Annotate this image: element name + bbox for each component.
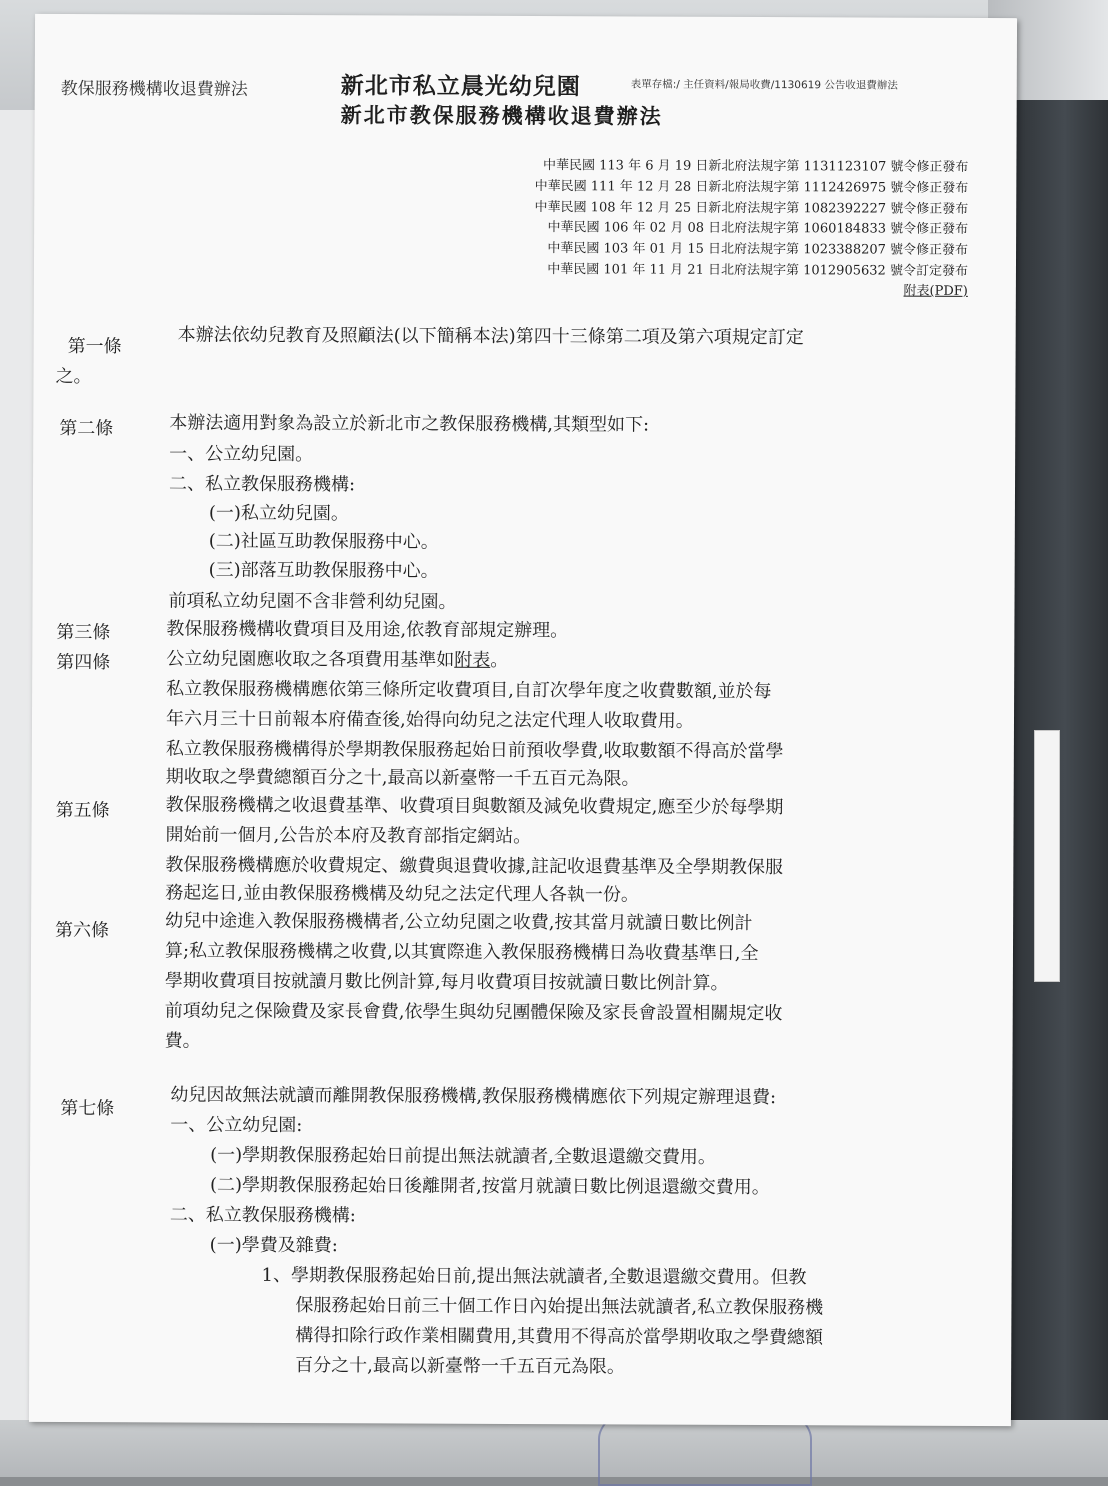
article-2-line: (三)部落互助教保服務中心。: [208, 559, 439, 582]
article-7-line: 百分之十,最高以新臺幣一千五百元為限。: [295, 1355, 625, 1378]
article-5-line: 開始前一個月,公告於本府及教育部指定網站。: [165, 824, 532, 848]
article-2-line: (二)社區互助教保服務中心。: [208, 530, 439, 553]
history-line: 中華民國 106 年 02 月 08 日北府法規字第 1060184833 號令修正發布: [547, 220, 969, 237]
article-4-label: 第四條: [56, 651, 111, 674]
article-5-line: 務起迄日,並由教保服務機構及幼兒之法定代理人各執一份。: [165, 882, 640, 906]
history-line: 中華民國 103 年 01 月 15 日北府法規字第 1023388207 號令修正發布: [547, 241, 969, 258]
article-3-line: 教保服務機構收費項目及用途,依教育部規定辦理。: [166, 618, 569, 642]
article-7-line: 幼兒因故無法就讀而離開教保服務機構,教保服務機構應依下列規定辦理退費:: [170, 1084, 777, 1109]
history-line: 中華民國 108 年 12 月 25 日新北府法規字第 1082392227 號令修正發布: [534, 200, 969, 217]
header-left-title: 教保服務機構收退費辦法: [60, 78, 248, 100]
article-2-line: 前項私立幼兒園不含非營利幼兒園。: [168, 590, 457, 613]
article-2-line: 本辦法適用對象為設立於新北市之教保服務機構,其類型如下:: [169, 412, 650, 436]
history-line: 中華民國 101 年 11 月 21 日北府法規字第 1012905632 號令訂定發布: [547, 262, 968, 279]
article-2-line: 一、公立幼兒園。: [169, 443, 314, 466]
article-7-line: (一)學期教保服務起始日前提出無法就讀者,全數退還繳交費用。: [210, 1144, 716, 1168]
article-2-label: 第二條: [59, 417, 114, 440]
article-6-line: 幼兒中途進入教保服務機構者,公立幼兒園之收費,按其當月就讀日數比例計: [165, 910, 753, 935]
document-page: [29, 14, 1017, 1426]
attachment-pdf-link[interactable]: 附表(PDF): [903, 283, 968, 299]
article-6-line: 費。: [164, 1030, 201, 1052]
article-4-text: 公立幼兒園應收取之各項費用基準如: [166, 648, 455, 671]
article-6-line: 前項幼兒之保險費及家長會費,依學生與幼兒團體保險及家長會設置相關規定收: [164, 1000, 783, 1025]
article-5-line: 教保服務機構之收退費基準、收費項目與數額及減免收費規定,應至少於每學期: [165, 794, 784, 819]
article-7-line: (一)學費及雜費:: [209, 1234, 338, 1257]
article-7-line: 二、私立教保服務機構:: [169, 1204, 356, 1227]
article-1-line: 本辦法依幼兒教育及照顧法(以下簡稱本法)第四十三條第二項及第六項規定訂定: [177, 324, 804, 349]
article-7-label: 第七條: [60, 1097, 115, 1120]
article-2-line: 二、私立教保服務機構:: [168, 473, 356, 496]
article-6-label: 第六條: [55, 919, 110, 942]
document-title: 新北市教保服務機構收退費辦法: [340, 102, 663, 129]
article-4-line: 私立教保服務機構應依第三條所定收費項目,自訂次學年度之收費數額,並於每: [166, 678, 772, 703]
article-4-text-end: 。: [490, 649, 509, 671]
article-2-line: (一)私立幼兒園。: [208, 502, 349, 525]
article-4-first-line: [166, 644, 508, 671]
article-6-line: 算;私立教保服務機構之收費,以其實際進入教保服務機構日為收費基準日,全: [164, 940, 759, 965]
article-4-line: 年六月三十日前報本府備查後,始得向幼兒之法定代理人收取費用。: [165, 708, 694, 732]
article-6-line: 學期收費項目按就讀月數比例計算,每月收費項目按就讀日數比例計算。: [164, 970, 729, 994]
history-line: 中華民國 111 年 12 月 28 日新北府法規字第 1112426975 號令修正發布: [534, 179, 969, 196]
index-tab-sticker: [1034, 730, 1060, 982]
background-bottom: [0, 1420, 1108, 1477]
article-7-line: 1、學期教保服務起始日前,提出無法就讀者,全數退還繳交費用。但教: [261, 1264, 807, 1289]
article-7-line: 保服務起始日前三十個工作日內始提出無法就讀者,私立教保服務機: [295, 1295, 824, 1319]
attachment-table-link[interactable]: 附表: [454, 649, 491, 671]
archive-note: 表單存檔:/ 主任資料/報局收費/1130619 公告收退費辦法: [630, 78, 898, 92]
article-5-label: 第五條: [55, 799, 110, 822]
article-5-line: 教保服務機構應於收費規定、繳費與退費收據,註記收退費基準及全學期教保服: [165, 854, 784, 879]
article-7-line: 構得扣除行政作業相關費用,其費用不得高於當學期收取之學費總額: [295, 1325, 824, 1349]
article-4-line: 私立教保服務機構得於學期教保服務起始日前預收學費,收取數額不得高於當學: [165, 738, 784, 763]
article-4-line: 期收取之學費總額百分之十,最高以新臺幣一千五百元為限。: [165, 766, 640, 790]
article-3-label: 第三條: [56, 621, 111, 644]
history-line: 中華民國 113 年 6 月 19 日新北府法規字第 1131123107 號令修正發布: [542, 158, 969, 175]
article-1-line: 之。: [55, 365, 92, 388]
article-7-line: 一、公立幼兒園:: [170, 1114, 303, 1137]
school-name: 新北市私立晨光幼兒園: [340, 72, 581, 101]
article-1-label: 第一條: [67, 336, 122, 358]
article-7-line: (二)學期教保服務起始日後離開者,按當月就讀日數比例退還繳交費用。: [209, 1174, 770, 1199]
